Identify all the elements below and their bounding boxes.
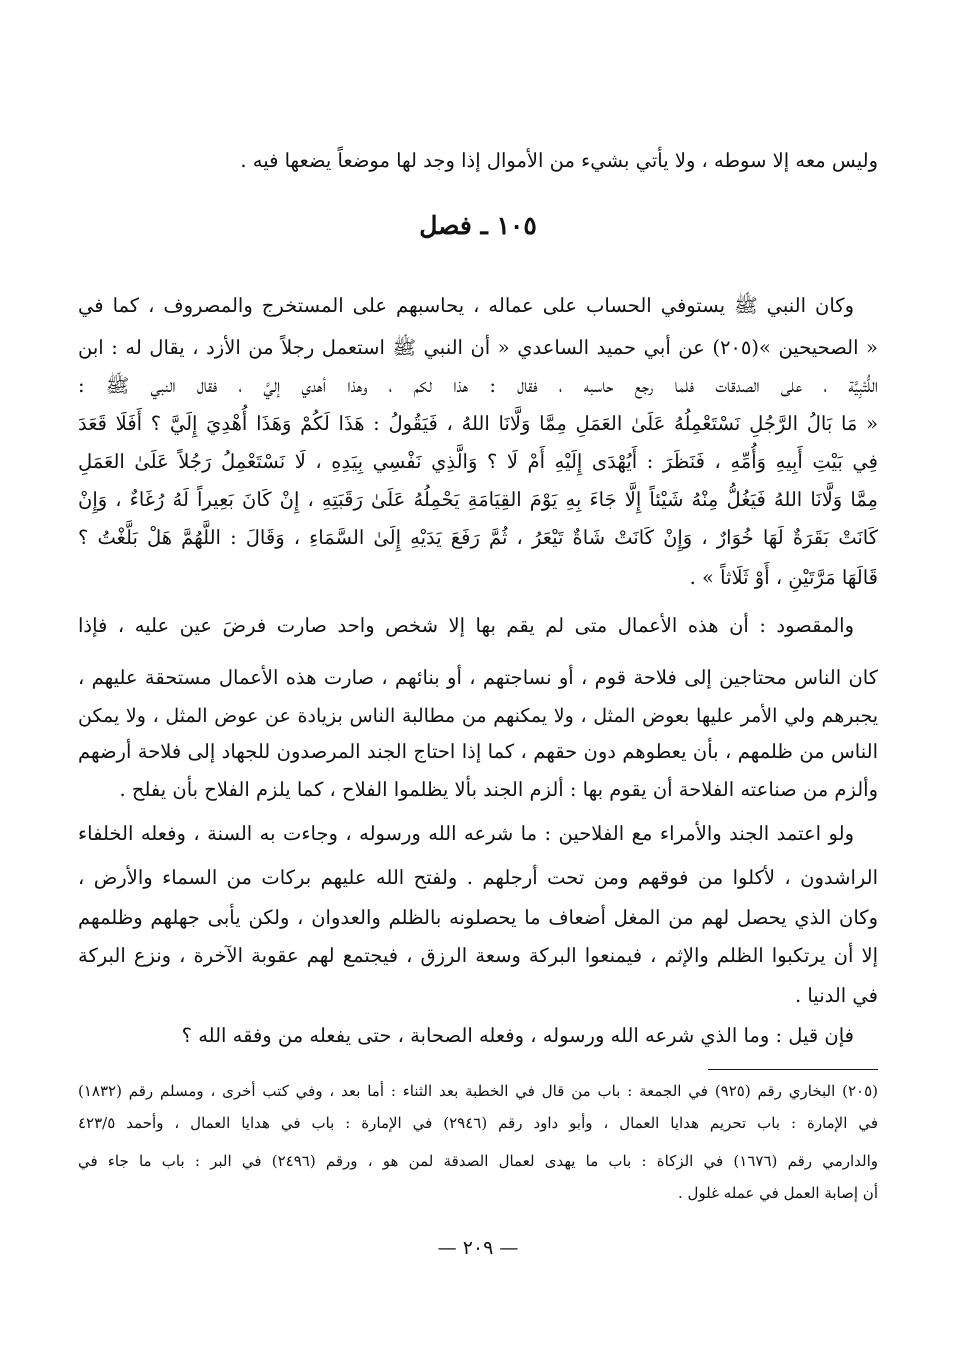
- paragraph-line: مِمَّا وَلَّانَا اللهُ فَيَغُلُّ مِنْهُ شَيْئاً إِلَّا جَاءَ بِهِ يَوْمَ القِيَامَةِ يَحْمِلُهُ عَلَىٰ رَقَبَتِهِ ، إِنْ كَانَ بَعِيراً لَهُ رُغَاءٌ ، وَإِنْ: [78, 488, 878, 511]
- paragraph-line: في الدنيا .: [794, 984, 878, 1007]
- paragraph-line: وكان الذي يحصل لهم من المغل أضعاف ما يحصلونه بالظلم والعدوان ، ولكن يأبى جهلهم وظلمهم: [78, 906, 878, 929]
- paragraph-line: « الصحيحين »(٢٠٥) عن أبي حميد الساعدي « أن النبي ﷺ استعمل رجلاً من الأزد ، يقال له : ابن: [78, 336, 878, 359]
- paragraph-line: والمقصود : أن هذه الأعمال متى لم يقم بها إلا شخص واحد صارت فرضَ عين عليه ، فإذا: [78, 614, 854, 637]
- paragraph-line: يجبرهم ولي الأمر عليها بعوض المثل ، ولا يمكنهم من مطالبة الناس بزيادة عن عوض المثل ، ولا يمكن: [78, 705, 878, 727]
- paragraph-line: الراشدون ، لأكلوا من فوقهم ومن تحت أرجلهم . ولفتح الله عليهم بركات من السماء والأرض ،: [78, 866, 878, 889]
- paragraph-line: فِي بَيْتِ أَبِيهِ وَأُمِّهِ ، فَنَظَرَ : أَيُهْدَى إِلَيْهِ أَمْ لَا ؟ وَالَّذِي نَفْسِي بِيَدِهِ ، لَا نَسْتَعْمِلُ رَجُلاً عَلَىٰ العَمَلِ: [78, 450, 878, 473]
- document-page: [78, 0, 878, 1366]
- footnote-divider: [708, 1069, 878, 1070]
- section-heading: ١٠٥ ـ فصل: [419, 211, 537, 240]
- paragraph-line: وكان النبي ﷺ يستوفي الحساب على عماله ، يحاسبهم على المستخرج والمصروف ، كما في: [78, 294, 854, 317]
- footnote-line: (٢٠٥) البخاري رقم (٩٢٥) في الجمعة : باب من قال في الخطبة بعد الثناء : أما بعد ، وفي كتب أخرى ، ومسلم رقم (١٨٣٢): [78, 1082, 878, 1100]
- paragraph-line: كَانَتْ بَقَرَةٌ لَهَا خُوَارٌ ، وَإِنْ كَانَتْ شَاةٌ تَيْعَرُ ، ثُمَّ رَفَعَ يَدَيْهِ إِلَىٰ السَّمَاءِ ، وَقَالَ : اللَّهُمَّ هَلْ بَلَّغْتُ ؟: [78, 526, 878, 549]
- footnote-line: أن إصابة العمل في عمله غلول .: [677, 1184, 878, 1202]
- paragraph-line: ولو اعتمد الجند والأمراء مع الفلاحين : ما شرعه الله ورسوله ، وجاءت به السنة ، وفعله الخلفاء: [78, 822, 854, 845]
- paragraph-line: « مَا بَالُ الرَّجُلِ نَسْتَعْمِلُهُ عَلَىٰ العَمَلِ مِمَّا وَلَّانَا اللهُ ، فَيَقُولُ : هَذَا لَكُمْ وَهَذَا أُهْدِيَ إِلَيَّ ؟ أَفَلَا قَعَدَ: [78, 412, 878, 435]
- paragraph-line: وألزم من صناعته الفلاحة أن يقوم بها : ألزم الجند بألا يظلموا الفلاح ، كما يلزم الفلاح بأن يفلح .: [119, 778, 878, 801]
- paragraph-line: قَالَهَا مَرَّتَيْنِ ، أَوْ ثَلَاثاً » .: [689, 566, 878, 589]
- paragraph-line: إلا أن يرتكبوا الظلم والإثم ، فيمنعوا البركة وسعة الرزق ، فيجتمع لهم عقوبة الآخرة ، ونزع البركة: [78, 944, 878, 967]
- top-line: وليس معه إلا سوطه ، ولا يأتي بشيء من الأموال إذا وجد لها موضعاً يضعها فيه .: [240, 149, 878, 172]
- paragraph-line: الناس من ظلمهم ، بأن يعطوهم دون حقهم ، كما إذا احتاج الجند المرصدون للجهاد إلى فلاحة أرضهم: [78, 740, 878, 763]
- footnote-line: والدارمي رقم (١٦٧٦) في الزكاة : باب ما يهدى لعمال الصدقة لمن هو ، ورقم (٢٤٩٦) في البر : باب ما جاء في: [78, 1152, 878, 1170]
- paragraph-question: فإن قيل : وما الذي شرعه الله ورسوله ، وفعله الصحابة ، حتى يفعله من وفقه الله ؟: [181, 1024, 854, 1047]
- footnote-line: في الإمارة : باب تحريم هدايا العمال ، وأبو داود رقم (٢٩٤٦) في الإمارة : باب في هدايا العمال ، وأحمد ٤٢٣/٥: [78, 1114, 878, 1132]
- paragraph-line: اللُّتْبِيَّة ، على الصدقات فلما رجع حاسبه ، فقال : هذا لكم ، وهذا أهدي إليَّ ، فقال النبي ﷺ :: [78, 374, 878, 397]
- paragraph-line: كان الناس محتاجين إلى فلاحة قوم ، أو نساجتهم ، أو بنائهم ، صارت هذه الأعمال مستحقة عليهم ،: [78, 666, 878, 689]
- page-number: — ٢٠٩ —: [437, 1237, 519, 1259]
